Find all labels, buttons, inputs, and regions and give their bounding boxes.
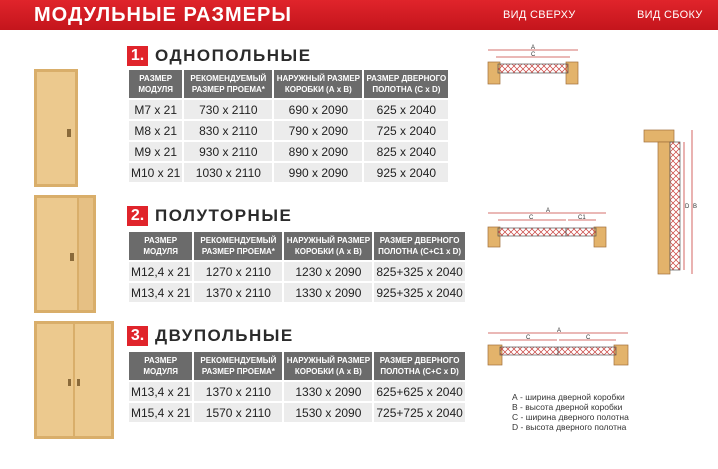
table-row xyxy=(129,403,465,422)
table-cell: M15,4 x 21 xyxy=(129,403,192,422)
table-cell: 990 x 2090 xyxy=(274,163,362,182)
table-cell: 1030 x 2110 xyxy=(184,163,272,182)
dim-label-d: D xyxy=(685,204,690,210)
legend-item-a: А - ширина дверной коробки xyxy=(512,392,625,402)
one-and-half-door-table xyxy=(127,230,467,304)
column-header-leaf-text: РАЗМЕР ДВЕРНОГО ПОЛОТНА (C+C x D) xyxy=(379,356,460,376)
table-cell: 1270 x 2110 xyxy=(194,262,282,281)
table-cell: M7 x 21 xyxy=(129,100,182,119)
column-header-frame-text: НАРУЖНЫЙ РАЗМЕР КОРОБКИ (А x B) xyxy=(286,356,371,376)
column-header-frame xyxy=(284,352,372,380)
table-cell: 825 x 2040 xyxy=(364,142,448,161)
table-row xyxy=(129,121,448,140)
table-cell: 1330 x 2090 xyxy=(284,382,372,401)
table-cell: 690 x 2090 xyxy=(274,100,362,119)
one-and-half-door-image xyxy=(34,195,96,313)
dim-label-c: C xyxy=(586,335,591,341)
column-header-leaf xyxy=(364,70,448,98)
column-header-opening-text: РЕКОМЕНДУЕМЫЙ РАЗМЕР ПРОЕМА* xyxy=(200,236,277,256)
dim-label-a: A xyxy=(546,208,551,214)
column-header-opening-text: РЕКОМЕНДУЕМЫЙ РАЗМЕР ПРОЕМА* xyxy=(190,74,267,94)
table-cell: 1330 x 2090 xyxy=(284,283,372,302)
table-cell: 830 x 2110 xyxy=(184,121,272,140)
legend-item-d: D - высота дверного полотна xyxy=(512,422,627,432)
dim-label-a: A xyxy=(557,328,562,334)
section-1-title: ОДНОПОЛЬНЫЕ xyxy=(155,46,312,65)
table-cell: M13,4 x 21 xyxy=(129,382,192,401)
double-door-image xyxy=(34,321,114,439)
column-header-module xyxy=(129,232,192,260)
table-cell: 1370 x 2110 xyxy=(194,382,282,401)
section-1-number: 1. xyxy=(127,46,148,66)
section-2-title: ПОЛУТОРНЫЕ xyxy=(155,206,293,225)
table-cell: 725 x 2040 xyxy=(364,121,448,140)
dim-label-c: C xyxy=(526,335,531,341)
column-header-module-text: РАЗМЕР МОДУЛЯ xyxy=(143,356,178,376)
column-header-opening xyxy=(184,70,272,98)
table-cell: 625 x 2040 xyxy=(364,100,448,119)
table-cell: 925+325 x 2040 xyxy=(374,283,464,302)
table-cell: 1530 x 2090 xyxy=(284,403,372,422)
table-cell: M10 x 21 xyxy=(129,163,182,182)
table-cell: 1370 x 2110 xyxy=(194,283,282,302)
column-header-opening xyxy=(194,232,282,260)
legend-item-c: C - ширина дверного полотна xyxy=(512,412,629,422)
table-cell: 930 x 2110 xyxy=(184,142,272,161)
table-row xyxy=(129,142,448,161)
single-door-image xyxy=(34,69,78,187)
page-title: МОДУЛЬНЫЕ РАЗМЕРЫ xyxy=(34,4,292,26)
table-cell: 890 x 2090 xyxy=(274,142,362,161)
column-header-module-text: РАЗМЕР МОДУЛЯ xyxy=(143,236,178,256)
column-header-frame xyxy=(274,70,362,98)
section-2-number: 2. xyxy=(127,206,148,226)
dim-label-a: A xyxy=(531,45,536,51)
table-cell: 625+625 x 2040 xyxy=(374,382,464,401)
section-3-number: 3. xyxy=(127,326,148,346)
table-row xyxy=(129,262,465,281)
column-header-module xyxy=(129,352,192,380)
header-banner xyxy=(0,0,718,30)
column-header-module xyxy=(129,70,182,98)
table-cell: 1230 x 2090 xyxy=(284,262,372,281)
single-door-table xyxy=(127,68,450,184)
column-header-leaf xyxy=(374,232,464,260)
column-header-frame-text: НАРУЖНЫЙ РАЗМЕР КОРОБКИ (А x B) xyxy=(276,74,361,94)
column-header-opening-text: РЕКОМЕНДУЕМЫЙ РАЗМЕР ПРОЕМА* xyxy=(200,356,277,376)
column-header-frame xyxy=(284,232,372,260)
table-cell: 725+725 x 2040 xyxy=(374,403,464,422)
dimensions-legend xyxy=(512,392,629,432)
table-cell: M12,4 x 21 xyxy=(129,262,192,281)
section-3-title: ДВУПОЛЬНЫЕ xyxy=(155,326,294,345)
side-view-diagram xyxy=(640,128,700,278)
top-view-double-diagram xyxy=(484,325,634,371)
table-cell: M8 x 21 xyxy=(129,121,182,140)
view-top-label: ВИД СВЕРХУ xyxy=(503,9,576,21)
table-cell: 730 x 2110 xyxy=(184,100,272,119)
table-row xyxy=(129,382,465,401)
table-row xyxy=(129,100,448,119)
table-cell: 1570 x 2110 xyxy=(194,403,282,422)
column-header-module-text: РАЗМЕР МОДУЛЯ xyxy=(138,74,173,94)
legend-item-b: B - высота дверной коробки xyxy=(512,402,623,412)
table-cell: 825+325 x 2040 xyxy=(374,262,464,281)
dim-label-c: C xyxy=(531,52,536,58)
table-row xyxy=(129,283,465,302)
column-header-leaf-text: РАЗМЕР ДВЕРНОГО ПОЛОТНА (C+C1 x D) xyxy=(378,236,462,256)
table-cell: M13,4 x 21 xyxy=(129,283,192,302)
table-cell: M9 x 21 xyxy=(129,142,182,161)
view-side-label: ВИД СБОКУ xyxy=(637,9,703,21)
column-header-leaf xyxy=(374,352,464,380)
table-cell: 790 x 2090 xyxy=(274,121,362,140)
top-view-one-and-half-diagram xyxy=(484,205,612,253)
double-door-table xyxy=(127,350,467,424)
column-header-leaf-text: РАЗМЕР ДВЕРНОГО ПОЛОТНА (C x D) xyxy=(366,74,447,94)
top-view-single-diagram xyxy=(484,42,584,90)
dim-label-b: B xyxy=(693,204,698,210)
dim-label-c: C xyxy=(529,215,534,221)
dim-label-c1: C1 xyxy=(578,215,586,221)
table-cell: 925 x 2040 xyxy=(364,163,448,182)
table-row xyxy=(129,163,448,182)
column-header-opening xyxy=(194,352,282,380)
column-header-frame-text: НАРУЖНЫЙ РАЗМЕР КОРОБКИ (А x B) xyxy=(286,236,371,256)
